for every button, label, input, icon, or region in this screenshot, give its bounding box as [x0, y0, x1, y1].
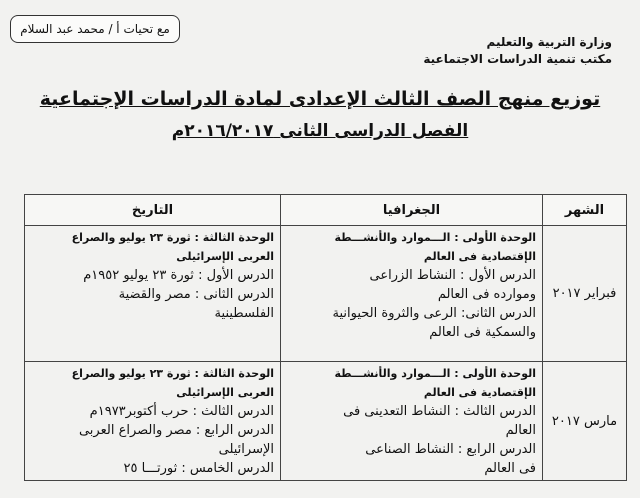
geo-lesson: العالم: [505, 423, 536, 438]
geography-cell: [281, 362, 543, 481]
header-block: [423, 34, 612, 68]
hist-unit-subtitle: العربى الإسرائيلى: [176, 386, 274, 399]
hist-unit-title: الوحدة الثالثة : ثورة ٢٣ يوليو والصراع: [71, 231, 274, 244]
hist-unit-subtitle: العربى الإسرائيلى: [176, 250, 274, 263]
curriculum-table: [24, 194, 627, 481]
hist-lesson: الفلسطينية: [214, 306, 274, 321]
geo-lesson: الدرس الثالث : النشاط التعدينى فى: [343, 404, 536, 419]
history-cell: [25, 362, 281, 481]
ministry-name: وزارة التربية والتعليم: [486, 35, 612, 49]
geo-unit-subtitle: الإقتصادية فى العالم: [423, 250, 536, 263]
hist-lesson: الإسرائيلى: [218, 442, 274, 457]
history-cell: [25, 226, 281, 362]
month-cell: مارس ٢٠١٧: [543, 362, 627, 481]
header-history: التاريخ: [25, 195, 281, 226]
table-row: [25, 226, 627, 362]
document-title: توزيع منهج الصف الثالث الإعدادى لمادة الدراسات الإجتماعية: [39, 88, 601, 110]
document-subtitle: الفصل الدراسى الثانى ٢٠١٦/٢٠١٧م: [171, 121, 469, 141]
geography-cell: [281, 226, 543, 362]
geo-unit-subtitle: الإقتصادية فى العالم: [423, 386, 536, 399]
geo-lesson: الدرس الثانى: الرعى والثروة الحيوانية: [332, 306, 536, 321]
geo-lesson: والسمكية فى العالم: [429, 325, 536, 340]
header-geography: الجغرافيا: [281, 195, 543, 226]
geo-lesson: وموارده فى العالم: [437, 287, 536, 302]
hist-lesson: الدرس الثانى : مصر والقضية: [118, 287, 274, 302]
table-header-row: [25, 195, 627, 226]
table-row: [25, 362, 627, 481]
geo-lesson: فى العالم: [484, 461, 536, 476]
office-name: مكتب تنمية الدراسات الاجتماعية: [423, 52, 612, 66]
hist-lesson: الدرس الثالث : حرب أكتوبر١٩٧٣م: [89, 404, 274, 419]
hist-lesson: الدرس الرابع : مصر والصراع العربى: [78, 423, 274, 438]
hist-lesson: الدرس الخامس : ثورتـــا ٢٥: [123, 461, 274, 476]
header-month: الشهر: [543, 195, 627, 226]
hist-unit-title: الوحدة الثالثة : ثورة ٢٣ يوليو والصراع: [71, 367, 274, 380]
credit-box: مع تحيات أ / محمد عبد السلام: [10, 15, 180, 43]
geo-unit-title: الوحدة الأولى : الـــموارد والأنشـــطة: [334, 367, 536, 380]
geo-unit-title: الوحدة الأولى : الـــموارد والأنشـــطة: [334, 231, 536, 244]
month-cell: فبراير ٢٠١٧: [543, 226, 627, 362]
geo-lesson: الدرس الأول : النشاط الزراعى: [369, 268, 536, 283]
hist-lesson: الدرس الأول : ثورة ٢٣ يوليو ١٩٥٢م: [83, 268, 274, 283]
geo-lesson: الدرس الرابع : النشاط الصناعى: [365, 442, 536, 457]
